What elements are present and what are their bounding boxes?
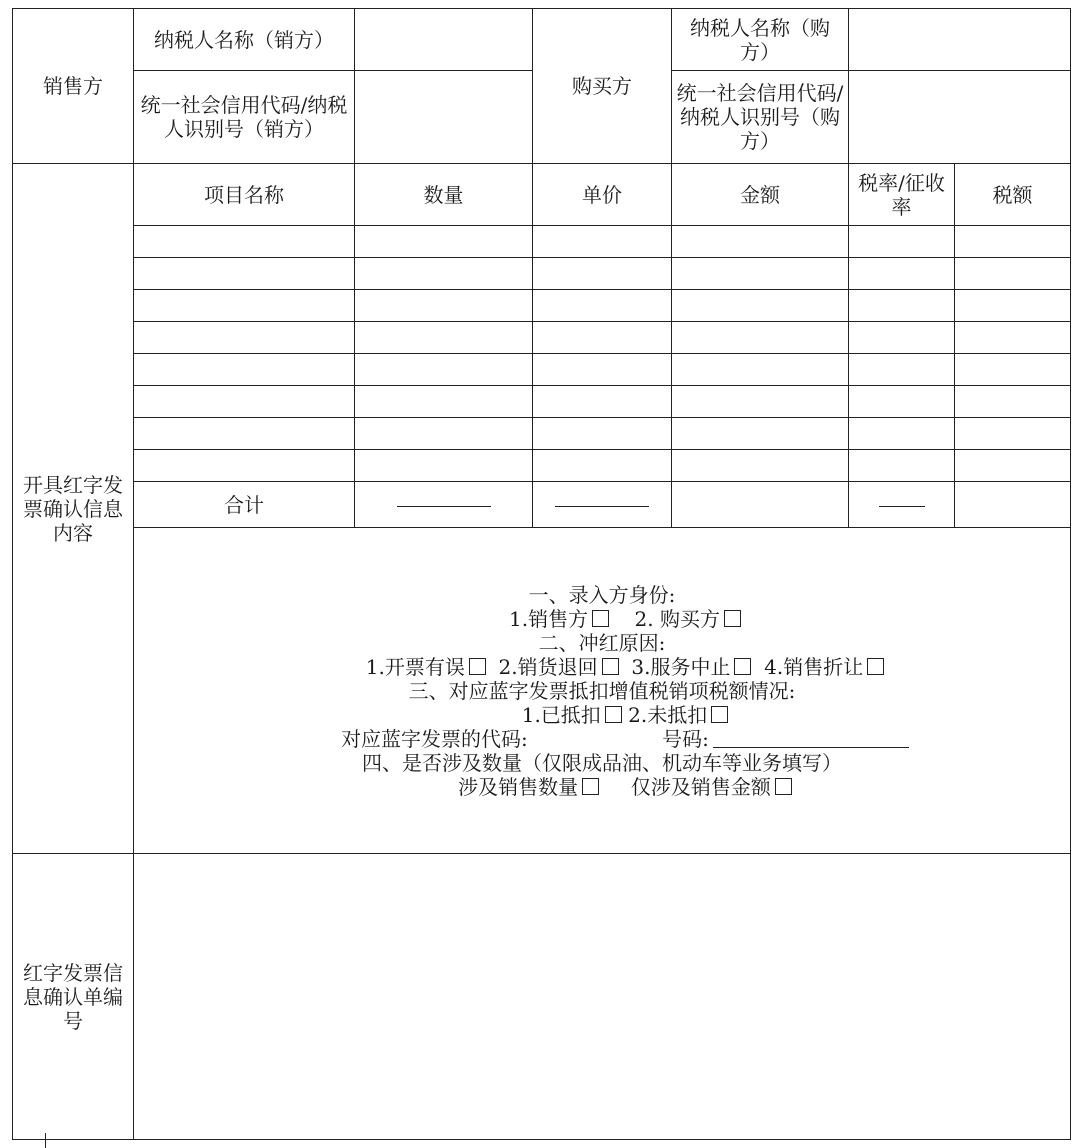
item-cell[interactable] (355, 290, 533, 322)
checkbox-sales-quantity[interactable] (582, 778, 599, 795)
q1-options (138, 607, 1066, 631)
confirm-number-field[interactable] (134, 854, 1071, 1140)
item-cell[interactable] (955, 418, 1071, 450)
item-cell[interactable] (849, 354, 955, 386)
column-header-item-name: 项目名称 (134, 164, 355, 226)
q2-title: 二、冲红原因: (538, 630, 666, 655)
blue-invoice-number-field[interactable] (713, 747, 909, 748)
q4-title: 四、是否涉及数量（仅限成品油、机动车等业务填写） (362, 750, 842, 775)
table-row (13, 226, 1071, 258)
checkbox-not-deducted[interactable] (711, 706, 728, 723)
q4-quantity-label: 涉及销售数量 (458, 774, 579, 799)
item-cell[interactable] (355, 322, 533, 354)
column-header-quantity: 数量 (355, 164, 533, 226)
q2-service-stop-label: 3.服务中止 (631, 654, 731, 679)
seller-name-label: 纳税人名称（销方） (134, 9, 355, 71)
q4-amount-label: 仅涉及销售金额 (630, 774, 771, 799)
item-cell[interactable] (672, 226, 849, 258)
item-cell[interactable] (672, 322, 849, 354)
item-cell[interactable] (955, 290, 1071, 322)
item-cell[interactable] (849, 386, 955, 418)
item-cell[interactable] (672, 290, 849, 322)
item-cell[interactable] (355, 354, 533, 386)
item-cell[interactable] (533, 354, 672, 386)
red-invoice-form (12, 8, 1071, 1140)
dash-mark (879, 506, 925, 507)
blue-invoice-code-label: 对应蓝字发票的代码: (341, 726, 528, 751)
item-cell[interactable] (533, 226, 672, 258)
seller-label: 销售方 (13, 9, 134, 164)
item-cell[interactable] (533, 450, 672, 482)
item-cell[interactable] (849, 450, 955, 482)
checkbox-buyer[interactable] (724, 610, 741, 627)
item-cell[interactable] (533, 290, 672, 322)
buyer-code-field[interactable] (849, 71, 1071, 164)
item-cell[interactable] (533, 258, 672, 290)
item-cell[interactable] (355, 258, 533, 290)
item-cell[interactable] (849, 322, 955, 354)
seller-name-field[interactable] (355, 9, 533, 71)
item-cell[interactable] (134, 450, 355, 482)
q1-title: 一、录入方身份: (528, 582, 676, 607)
corner-tick (45, 1133, 46, 1148)
total-tax-rate-cell (849, 482, 955, 528)
options-panel (134, 528, 1071, 854)
item-cell[interactable] (134, 258, 355, 290)
item-cell[interactable] (955, 354, 1071, 386)
q1-seller-label: 1.销售方 (509, 606, 589, 631)
item-cell[interactable] (355, 386, 533, 418)
column-header-unit-price: 单价 (533, 164, 672, 226)
buyer-label: 购买方 (533, 9, 672, 164)
seller-code-field[interactable] (355, 71, 533, 164)
q3-code-line (138, 727, 1066, 751)
item-cell[interactable] (849, 418, 955, 450)
item-cell[interactable] (134, 290, 355, 322)
item-cell[interactable] (849, 258, 955, 290)
table-row (13, 450, 1071, 482)
item-cell[interactable] (672, 258, 849, 290)
column-header-tax-amount: 税额 (955, 164, 1071, 226)
item-cell[interactable] (955, 386, 1071, 418)
item-cell[interactable] (955, 450, 1071, 482)
item-cell[interactable] (355, 418, 533, 450)
total-unit-price-cell (533, 482, 672, 528)
q3-deducted-label: 1.已抵扣 (521, 702, 601, 727)
dash-mark (555, 506, 649, 507)
buyer-code-label: 统一社会信用代码/纳税人识别号（购方） (672, 71, 849, 164)
item-cell[interactable] (955, 226, 1071, 258)
buyer-name-label: 纳税人名称（购方） (672, 9, 849, 71)
blue-invoice-number-label: 号码: (662, 726, 709, 751)
total-amount-field[interactable] (672, 482, 849, 528)
checkbox-invoice-error[interactable] (469, 658, 486, 675)
item-cell[interactable] (849, 226, 955, 258)
q1-buyer-label: 2. 购买方 (634, 606, 720, 631)
item-cell[interactable] (955, 322, 1071, 354)
item-cell[interactable] (134, 354, 355, 386)
q2-sales-discount-label: 4.销售折让 (764, 654, 864, 679)
q4-options (138, 775, 1066, 799)
confirm-number-label: 红字发票信息确认单编号 (13, 854, 134, 1140)
column-header-tax-rate: 税率/征收率 (849, 164, 955, 226)
item-cell[interactable] (672, 354, 849, 386)
total-quantity-cell (355, 482, 533, 528)
table-row (13, 290, 1071, 322)
total-tax-amount-field[interactable] (955, 482, 1071, 528)
column-header-amount: 金额 (672, 164, 849, 226)
q3-title: 三、对应蓝字发票抵扣增值税销项税额情况: (408, 678, 796, 703)
q3-not-deducted-label: 2.未抵扣 (628, 702, 708, 727)
checkbox-sales-discount[interactable] (867, 658, 884, 675)
checkbox-deducted[interactable] (605, 706, 622, 723)
confirm-content-label: 开具红字发票确认信息内容 (13, 164, 134, 854)
table-row (13, 386, 1071, 418)
table-row (13, 322, 1071, 354)
q3-options (138, 703, 1066, 727)
item-cell[interactable] (355, 226, 533, 258)
item-cell[interactable] (134, 226, 355, 258)
item-cell[interactable] (672, 386, 849, 418)
table-row (13, 354, 1071, 386)
item-cell[interactable] (355, 450, 533, 482)
item-cell[interactable] (533, 418, 672, 450)
table-row (13, 418, 1071, 450)
table-row (13, 258, 1071, 290)
checkbox-seller[interactable] (592, 610, 609, 627)
checkbox-sales-amount[interactable] (775, 778, 792, 795)
item-cell[interactable] (672, 450, 849, 482)
item-cell[interactable] (134, 418, 355, 450)
item-cell[interactable] (672, 418, 849, 450)
q2-goods-return-label: 2.销货退回 (498, 654, 598, 679)
item-cell[interactable] (849, 290, 955, 322)
buyer-name-field[interactable] (849, 9, 1071, 71)
item-cell[interactable] (955, 258, 1071, 290)
item-cell[interactable] (134, 322, 355, 354)
checkbox-goods-return[interactable] (602, 658, 619, 675)
q2-options (138, 655, 1066, 679)
checkbox-service-stop[interactable] (734, 658, 751, 675)
item-cell[interactable] (533, 322, 672, 354)
item-cell[interactable] (533, 386, 672, 418)
q2-invoice-error-label: 1.开票有误 (365, 654, 465, 679)
item-cell[interactable] (134, 386, 355, 418)
dash-mark (397, 506, 491, 507)
seller-code-label: 统一社会信用代码/纳税人识别号（销方） (134, 71, 355, 164)
total-label: 合计 (134, 482, 355, 528)
